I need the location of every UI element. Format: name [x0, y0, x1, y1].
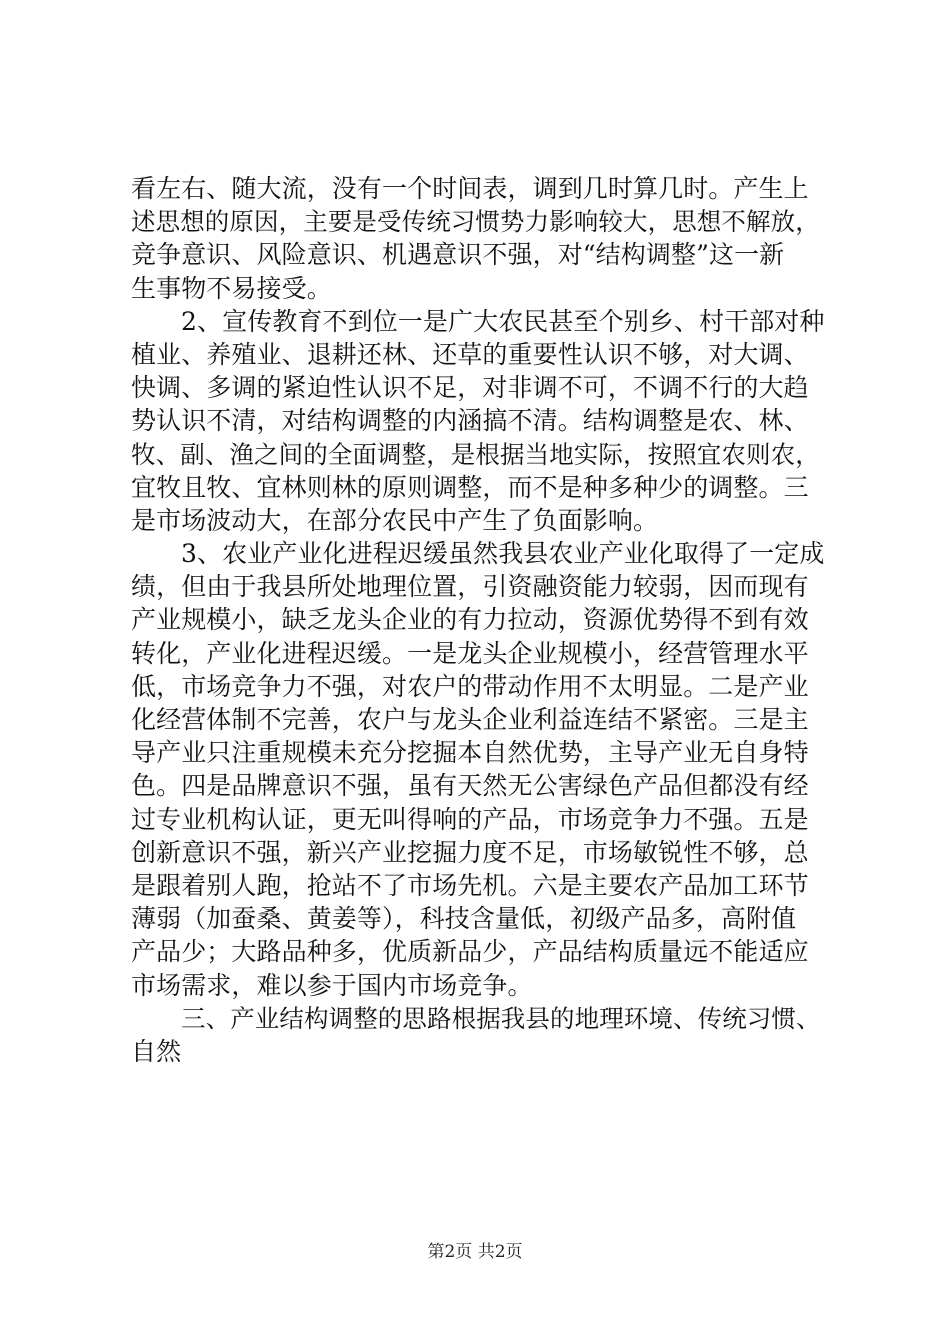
text-line-7: 快调、多调的紧迫性认识不足，对非调不可，不调不行的大趋 — [131, 373, 809, 403]
text-line-19: 色。四是品牌意识不强，虽有天然无公害绿色产品但都没有经 — [131, 771, 809, 801]
text-line-17: 化经营体制不完善，农户与龙头企业利益连结不紧密。三是主 — [131, 705, 809, 734]
text-line-14: 产业规模小，缺乏龙头企业的有力拉动，资源优势得不到有效 — [131, 605, 809, 635]
text-line-18: 导产业只注重规模未充分挖掘本自然优势，主导产业无自身特 — [131, 738, 809, 768]
text-line-4: 生事物不易接受。 — [131, 273, 332, 303]
text-line-21: 创新意识不强，新兴产业挖掘力度不足，市场敏锐性不够，总 — [131, 837, 809, 867]
text-line-16: 低，市场竞争力不强，对农户的带动作用不太明显。二是产业 — [131, 671, 809, 701]
text-line-22: 是跟着别人跑，抢站不了市场先机。六是主要农产品加工环节 — [131, 870, 809, 900]
text-line-10: 宜牧且牧、宜林则林的原则调整，而不是种多种少的调整。三 — [131, 472, 809, 502]
text-line-2: 述思想的原因，主要是受传统习惯势力影响较大，思想不解放， — [131, 207, 820, 237]
text-line-6: 植业、养殖业、退耕还林、还草的重要性认识不够，对大调、 — [131, 339, 809, 369]
text-line-9: 牧、副、渔之间的全面调整，是根据当地实际，按照宜农则农， — [131, 439, 820, 469]
text-line-8: 势认识不清，对结构调整的内涵搞不清。结构调整是农、林、 — [131, 406, 809, 436]
text-line-27: 自然 — [131, 1036, 182, 1066]
paragraph-3-first-line: 3、农业产业化进程迟缓虽然我县农业产业化取得了一定成 — [181, 539, 825, 569]
page-number-footer: 第2页 共2页 — [427, 1242, 523, 1262]
text-line-23: 薄弱（加蚕桑、黄姜等），科技含量低，初级产品多，高附值 — [131, 904, 797, 934]
section-3-heading-line: 三、产业结构调整的思路根据我县的地理环境、传统习惯、 — [181, 1003, 821, 1033]
text-line-20: 过专业机构认证，更无叫得响的产品，市场竞争力不强。五是 — [131, 804, 809, 834]
text-line-3: 竞争意识、风险意识、机遇意识不强，对“结构调整”这一新 — [131, 240, 785, 270]
paragraph-2-first-line: 2、宣传教育不到位一是广大农民甚至个别乡、村干部对种 — [181, 306, 825, 336]
text-line-1: 看左右、随大流，没有一个时间表，调到几时算几时。产生上 — [131, 174, 809, 203]
text-line-15: 转化，产业化进程迟缓。一是龙头企业规模小，经营管理水平 — [131, 638, 809, 668]
text-line-11: 是市场波动大，在部分农民中产生了负面影响。 — [131, 505, 659, 535]
text-line-25: 市场需求，难以参于国内市场竞争。 — [131, 970, 533, 1000]
text-line-13: 绩，但由于我县所处地理位置，引资融资能力较弱，因而现有 — [131, 572, 809, 602]
text-line-24: 产品少；大路品种多，优质新品少，产品结构质量远不能适应 — [131, 937, 809, 967]
document-body — [131, 172, 831, 1068]
